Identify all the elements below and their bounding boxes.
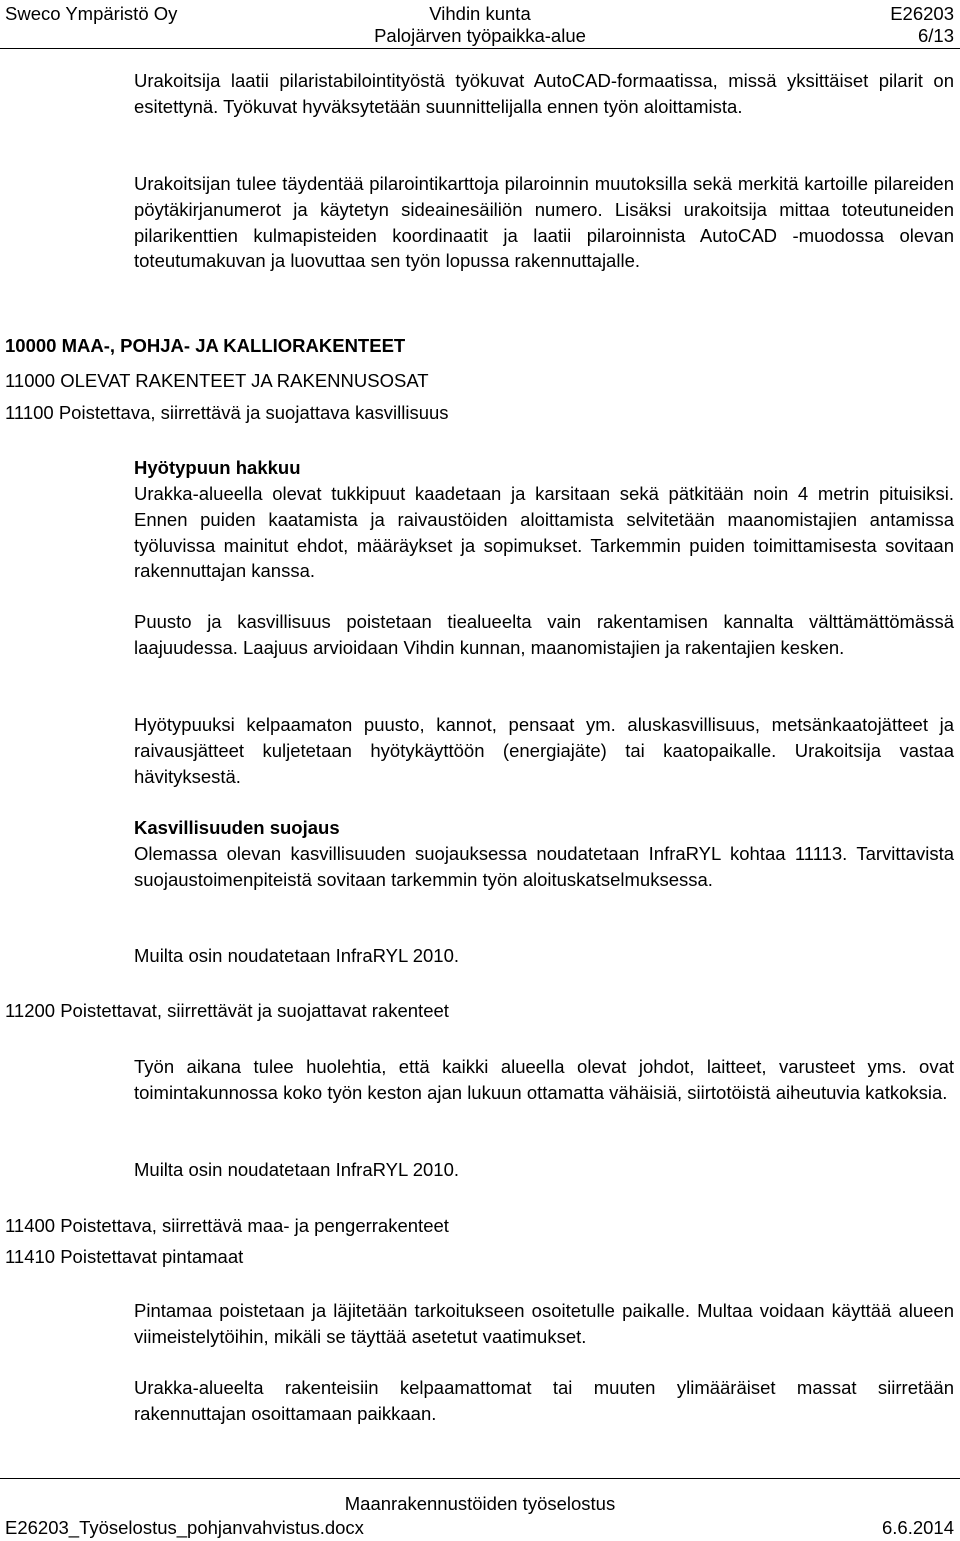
footer-divider xyxy=(0,1478,960,1479)
header-page-number: 6/13 xyxy=(917,25,954,46)
rakenteet-paragraph-1: Työn aikana tulee huolehtia, että kaikki alueella olevat johdot, laitteet, varusteet yms. ovat toimintakunnossa koko työn keston ajan lukuun ottamatta vähäisiä, siirtotöistä aiheutuvia katkoksia. xyxy=(134,1056,954,1103)
suojaus-paragraph-2: Muilta osin noudatetaan InfraRYL 2010. xyxy=(134,945,460,966)
heading-11400: 11400 Poistettava, siirrettävä maa- ja pengerrakenteet xyxy=(5,1215,449,1236)
header-site: Palojärven työpaikka-alue xyxy=(374,25,586,46)
heading-10000: 10000 MAA-, POHJA- JA KALLIORAKENTEET xyxy=(5,335,406,356)
heading-11000: 11000 OLEVAT RAKENTEET JA RAKENNUSOSAT xyxy=(5,370,429,391)
hyotypuu-paragraph-3: Hyötypuuksi kelpaamaton puusto, kannot, pensaat ym. aluskasvillisuus, metsänkaatojätteet ja raivausjätteet kuljetetaan hyötykäyttöön (energiajäte) tai kaatopaikalle. Urakoitsija vastaa hävityksestä. xyxy=(134,714,954,787)
suojaus-title: Kasvillisuuden suojaus xyxy=(134,817,340,838)
footer-title: Maanrakennustöiden työselostus xyxy=(344,1493,616,1514)
heading-11200: 11200 Poistettavat, siirrettävät ja suojattavat rakenteet xyxy=(5,1000,449,1021)
hyotypuu-paragraph-2: Puusto ja kasvillisuus poistetaan tiealueelta vain rakentamisen kannalta välttämättömässä laajuudessa. Laajuus arvioidaan Vihdin kunnan, maanomistajien ja rakentajien kesken. xyxy=(134,611,954,658)
footer-date: 6.6.2014 xyxy=(881,1517,954,1538)
header-code: E26203 xyxy=(890,3,954,24)
hyotypuu-title: Hyötypuun hakkuu xyxy=(134,457,301,478)
intro-paragraph-2: Urakoitsijan tulee täydentää pilarointikarttoja pilaroinnin muutoksilla sekä merkitä kartoille pilareiden pöytäkirjanumerot ja käytetyn sideainesäiliön numero. Lisäksi urakoitsija mittaa toteutuneiden pilarikenttien kulmapisteiden koordinaatit ja laatii pilaroinnista AutoCAD -muodossa olevan toteutumakuvan ja luovuttaa sen työn lopussa rakennuttajalle. xyxy=(134,173,954,272)
suojaus-paragraph-1: Olemassa olevan kasvillisuuden suojauksessa noudatetaan InfraRYL kohtaa 11113. Tarvittavista suojaustoimenpiteistä sovitaan tarkemmin työn aloituskatselmuksessa. xyxy=(134,843,954,890)
header-company: Sweco Ympäristö Oy xyxy=(5,3,178,24)
heading-11100: 11100 Poistettava, siirrettävä ja suojattava kasvillisuus xyxy=(5,402,449,423)
header-client: Vihdin kunta xyxy=(429,3,531,24)
heading-11410: 11410 Poistettavat pintamaat xyxy=(5,1246,244,1267)
page-header xyxy=(0,0,960,48)
rakenteet-paragraph-2: Muilta osin noudatetaan InfraRYL 2010. xyxy=(134,1159,460,1180)
pintamaat-paragraph-2: Urakka-alueelta rakenteisiin kelpaamattomat tai muuten ylimääräiset massat siirretään rakennuttajan osoittamaan paikkaan. xyxy=(134,1377,954,1424)
pintamaat-paragraph-1: Pintamaa poistetaan ja läjitetään tarkoitukseen osoitetulle paikalle. Multaa voidaan käyttää alueen viimeistelytöihin, mikäli se täyttää asetetut vaatimukset. xyxy=(134,1300,954,1347)
header-divider xyxy=(0,48,960,49)
intro-paragraph-1: Urakoitsija laatii pilaristabilointityöstä työkuvat AutoCAD-formaatissa, missä yksittäiset pilarit on esitettynä. Työkuvat hyväksytetään suunnittelijalla ennen työn aloittamista. xyxy=(134,70,954,117)
footer-filename: E26203_Työselostus_pohjanvahvistus.docx xyxy=(5,1517,364,1538)
hyotypuu-paragraph-1: Urakka-alueella olevat tukkipuut kaadetaan ja karsitaan sekä pätkitään noin 4 metrin pituisiksi. Ennen puiden kaatamista ja raivaustöiden aloittamista selvitetään maanomistajien antamissa työluvissa mainitut ehdot, määräykset ja sopimukset. Tarkemmin puiden toimittamisesta sovitaan rakennuttajan kanssa. xyxy=(134,483,954,582)
